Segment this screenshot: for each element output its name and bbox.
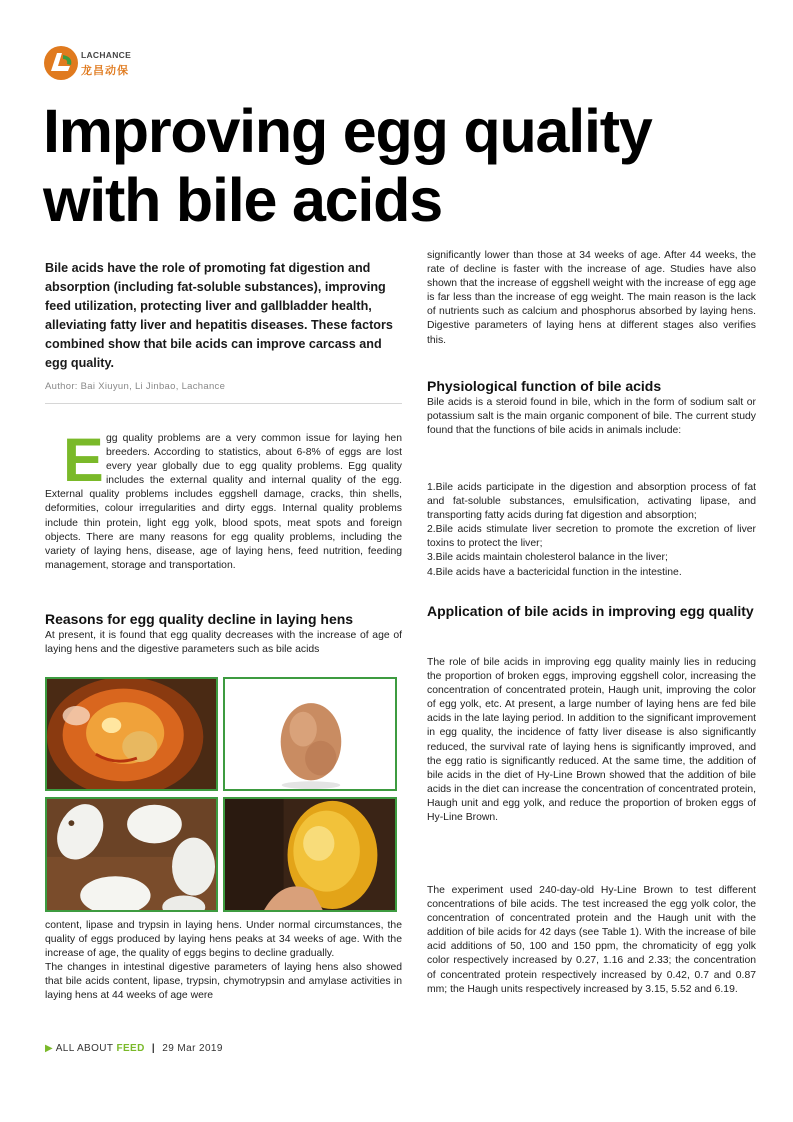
function-list-item: 1.Bile acids participate in the digestion and absorption process of fat and fat-soluble substances, emulsification, activating lipase, and transporting fatty acids during fat digestion and absorption; [427, 482, 756, 522]
article-author: Author: Bai Xiuyun, Li Jinbao, Lachance [45, 381, 226, 392]
logo-brand-text: LACHANCE [81, 50, 132, 60]
author-divider [45, 403, 402, 404]
application-paragraph-1: The role of bile acids in improving egg quality mainly lies in reducing the proportion of broken eggs, improving eggshell color, increasing the concentration of concentrated protein, Haugh unit, improving the color of egg yolk, etc. At present, a large number of laying hens are fed bile acids in the late laying period. In addition to the significant improvement in egg quality, the incidence of fatty liver disease is also significantly reduced, the survival rate of laying hens is significantly improved, and the egg ratio is significantly reduced. At the same time, the addition of bile acids in the diet of Hy-Line Brown showed that the addition of bile acids in the diet can increase the concentration of concentrated protein, Haugh unit and egg yolk, and reduce the proportion of broken eggs of Hy-Line Brown. [427, 657, 756, 824]
reasons-paragraph-cont: content, lipase and trypsin in laying hens. Under normal circumstances, the quality of eggs produced by laying hens peaks at 34 weeks of age. With the increase of age, the quality of eggs begins to decline gradually. [45, 920, 402, 960]
publisher-logo [43, 45, 183, 83]
reasons-paragraph-2: The changes in intestinal digestive parameters of laying hens also showed that bile acids content, lipase, trypsin, chymotrypsin and amylase activities in laying hens at 44 weeks of age were [45, 962, 402, 1002]
footer-prefix: ALL ABOUT [55, 1043, 117, 1054]
function-list-item: 3.Bile acids maintain cholesterol balance in the liver; [427, 552, 668, 564]
article-title: Improving egg quality with bile acids [43, 97, 652, 234]
footer-arrow-icon: ▶ [45, 1043, 54, 1054]
application-paragraph-2: The experiment used 240-day-old Hy-Line Brown to test different concentrations of bile acids. The test increased the egg yolk color, the concentration of concentrated protein and the Haugh unit with the addition of bile acids for 42 days (see Table 1). With the increase of bile acid additions of 50, 100 and 150 ppm, the chromaticity of egg yolk color respectively increased by 0.27, 1.16 and 2.33; the concentration of concentrated protein respectively increased by 0.42, 0.7 and 0.87 mm; the Haugh units respectively increased by 3.15, 5.52 and 6.19. [427, 885, 756, 995]
reasons-paragraph-2-cont: significantly lower than those at 34 weeks of age. After 44 weeks, the rate of decline is faster with the increase of age. Studies have also shown that the increase of eggshell weight with the increase of egg age is far less than the increase of egg weight. The main reason is the lack of nutrients such as calcium and phosphorus absorbed by laying hens. Digestive parameters of laying hens at different stages also verifies this. [427, 250, 756, 346]
intro-section [45, 426, 402, 573]
footer-separator: | [151, 1043, 156, 1054]
footer-date: 29 Mar 2019 [162, 1043, 223, 1054]
lachance-logo-icon [43, 45, 79, 81]
reasons-heading: Reasons for egg quality decline in laying hens [45, 611, 354, 627]
egg-photo-grid [45, 677, 397, 912]
application-heading: Application of bile acids in improving egg quality [427, 603, 754, 619]
photo-candled-egg [45, 677, 218, 791]
logo-brand-cn-text: 龙昌动保 [81, 64, 129, 77]
footer-feed-word: FEED [116, 1043, 145, 1054]
physiological-heading: Physiological function of bile acids [427, 378, 662, 394]
reasons-continued [45, 919, 402, 1004]
dropcap-letter: E [63, 426, 104, 494]
photo-white-eggs [45, 797, 218, 912]
article-abstract: Bile acids have the role of promoting fat digestion and absorption (including fat-soluble substances), improving feed utilization, protecting liver and gallbladder health, alleviating fatty liver and hepatitis diseases. These factors combined show that bile acids can improve carcass and egg quality. [45, 261, 393, 370]
function-list-item: 4.Bile acids have a bactericidal function in the intestine. [427, 566, 682, 578]
function-list [427, 481, 756, 580]
photo-egg-yolk-light [223, 797, 397, 912]
reasons-paragraph-start: At present, it is found that egg quality decreases with the increase of age of laying hens and the digestive parameters such as bile acids [45, 630, 402, 656]
function-list-item: 2.Bile acids stimulate liver secretion to promote the excretion of liver toxins to protect the liver; [427, 524, 756, 550]
photo-brown-egg [223, 677, 397, 791]
page-footer [45, 1043, 223, 1054]
physiological-paragraph: Bile acids is a steroid found in bile, which in the form of sodium salt or potassium salt is the main organic component of bile. The current study found that the functions of bile acids in animals include: [427, 397, 756, 437]
intro-paragraph: gg quality problems are a very common issue for laying hen breeders. According to statistics, about 6-8% of eggs are lost every year globally due to egg quality problems. Egg quality includes the external quality and internal quality of the egg. External quality problems includes eggshell damage, cracks, thin shells, deformities, colour irregularities and dirty eggs. Internal quality problems include thin protein, light egg yolk, blood spots, meat spots and foreign objects. There are many reasons for egg quality problems, including the variety of laying hens, disease, age of laying hens, feed nutrition, feeding management, storage and transportation. [45, 433, 402, 571]
